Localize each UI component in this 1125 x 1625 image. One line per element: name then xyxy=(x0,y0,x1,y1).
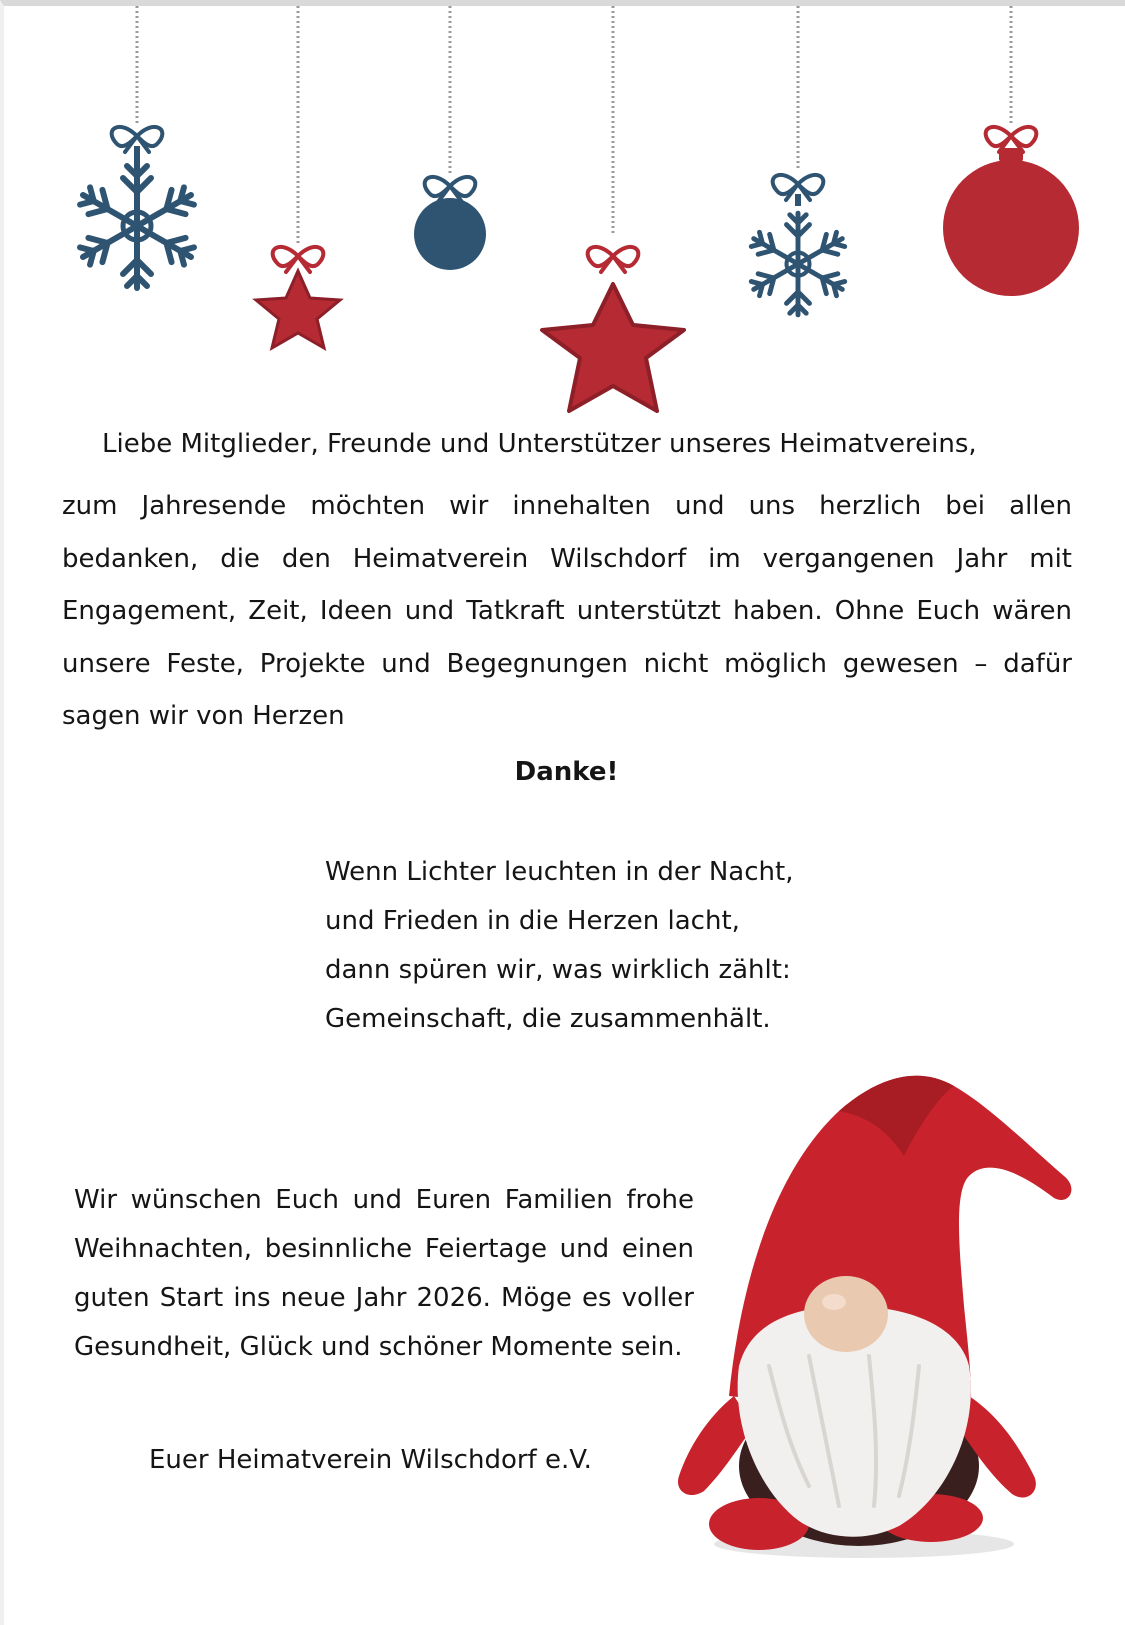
star-ornament-icon xyxy=(542,247,684,411)
poem xyxy=(325,848,885,1044)
ball-ornament-icon xyxy=(414,177,486,270)
thanks-heading: Danke! xyxy=(514,757,619,787)
hanging-ornaments xyxy=(4,6,1125,426)
poem-line: Gemeinschaft, die zusammenhält. xyxy=(325,1004,771,1034)
snowflake-ornament-icon xyxy=(78,127,196,288)
poem-line: dann spüren wir, was wirklich zählt: xyxy=(325,955,791,985)
signature: Euer Heimatverein Wilschdorf e.V. xyxy=(149,1445,592,1475)
poem-line: und Frieden in die Herzen lacht, xyxy=(325,906,740,936)
star-ornament-icon xyxy=(256,247,340,348)
poem-line: Wenn Lichter leuchten in der Nacht, xyxy=(325,857,794,887)
snowflake-ornament-icon xyxy=(750,175,847,315)
intro-paragraph: zum Jahresende möchten wir innehalten und uns herzlich bei allen bedanken, die den Heimatverein Wilschdorf im vergangenen Jahr mit Engagement, Zeit, Ideen und Tatkraft unterstützt haben. Ohne Euch wären unsere Feste, Projekte und Begegnungen nicht möglich gewesen – dafür sagen wir von Herzen xyxy=(62,491,1072,731)
greeting-line: Liebe Mitglieder, Freunde und Unterstützer unseres Heimatvereins, xyxy=(102,429,977,459)
christmas-gnome-icon xyxy=(669,1066,1099,1566)
ball-ornament-icon xyxy=(943,127,1079,296)
wishes-paragraph: Wir wünschen Euch und Euren Familien frohe Weihnachten, besinnliche Feiertage und einen guten Start ins neue Jahr 2026. Möge es voller Gesundheit, Glück und schöner Momente sein. xyxy=(74,1185,694,1362)
